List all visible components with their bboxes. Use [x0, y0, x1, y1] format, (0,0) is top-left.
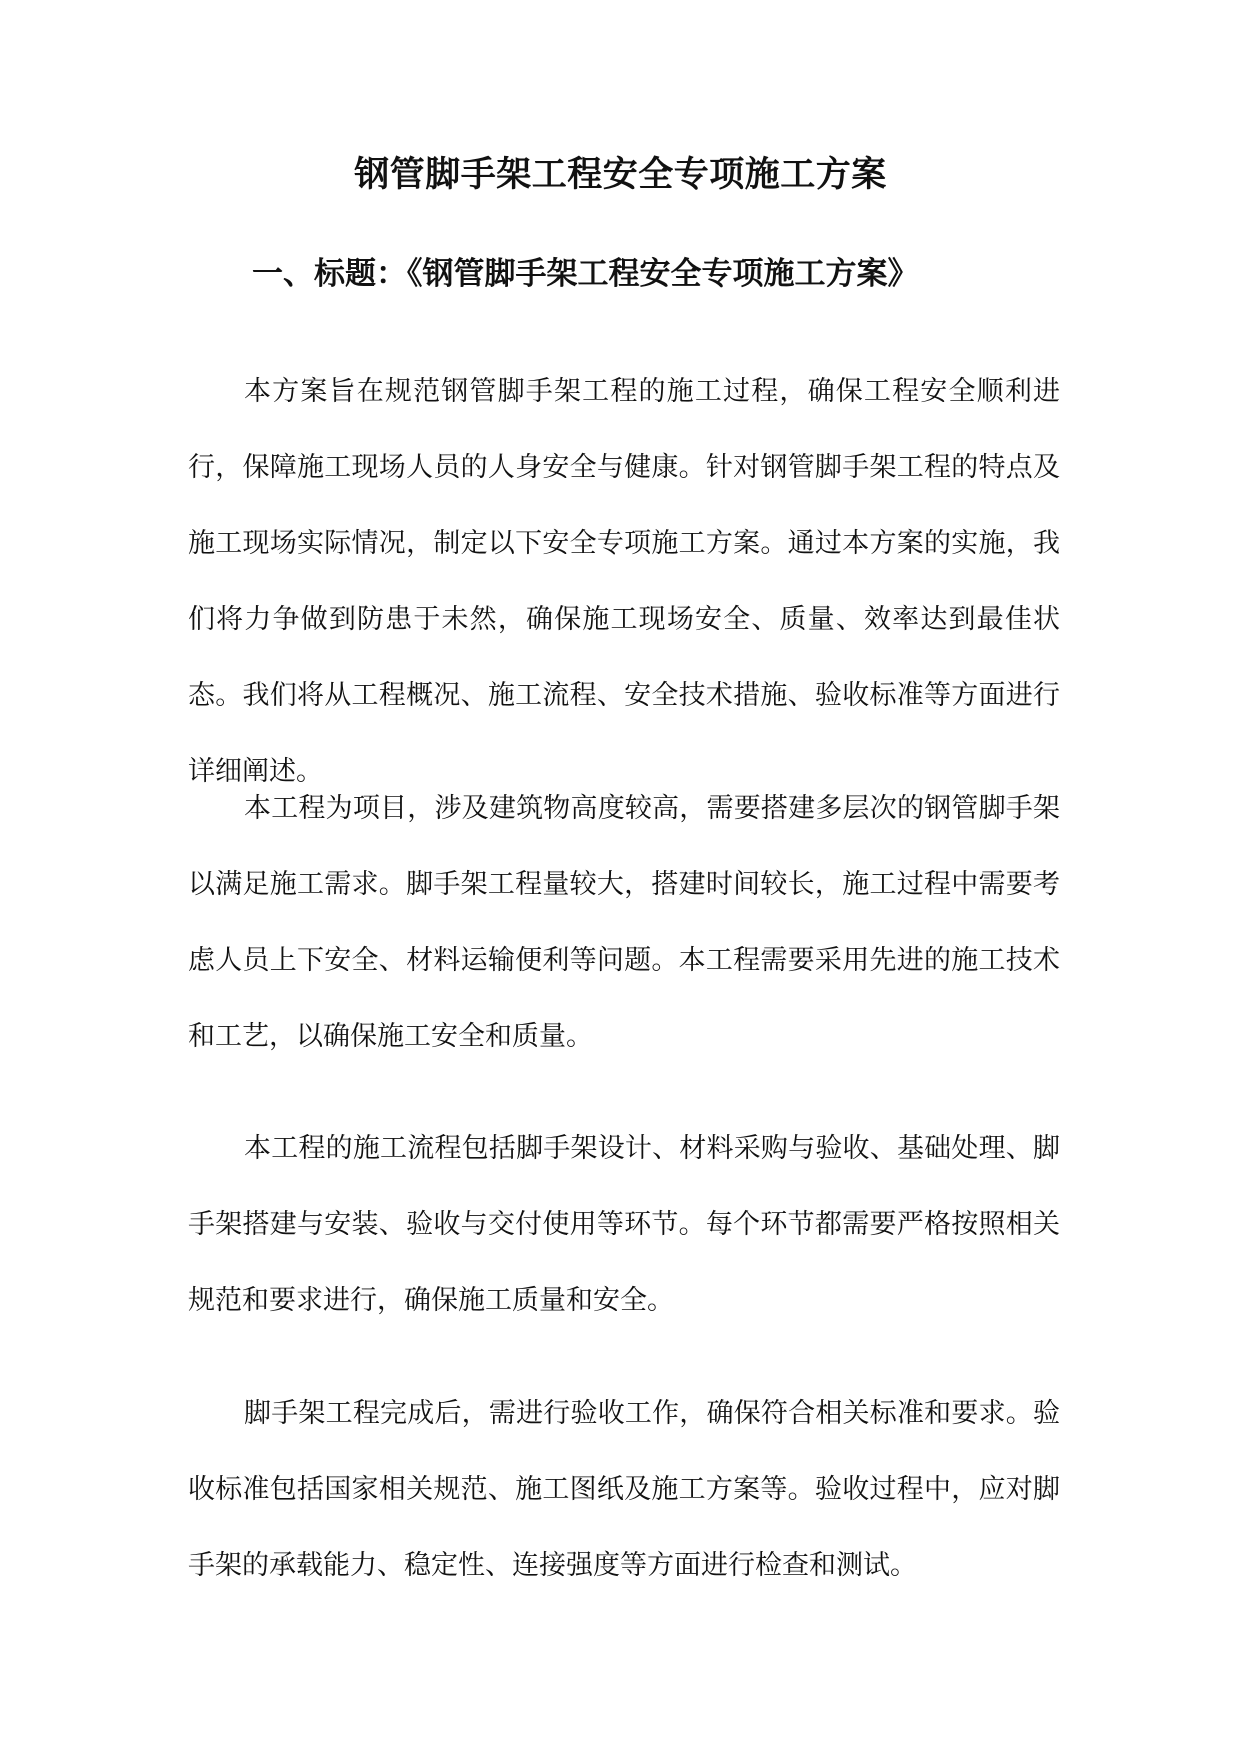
section-heading: 一、标题：《钢管脚手架工程安全专项施工方案》: [252, 256, 919, 292]
paragraph-intro: 本方案旨在规范钢管脚手架工程的施工过程，确保工程安全顺利进行，保障施工现场人员的人身安全与健康。针对钢管脚手架工程的特点及施工现场实际情况，制定以下安全专项施工方案。通过本方案的实施，我们将力争做到防患于未然，确保施工现场安全、质量、效率达到最佳状态。我们将从工程概况、施工流程、安全技术措施、验收标准等方面进行详细阐述。: [188, 376, 1060, 787]
paragraph-acceptance: 脚手架工程完成后，需进行验收工作，确保符合相关标准和要求。验收标准包括国家相关规范、施工图纸及施工方案等。验收过程中，应对脚手架的承载能力、稳定性、连接强度等方面进行检查和测试。: [188, 1398, 1060, 1581]
paragraph-construction-process: 本工程的施工流程包括脚手架设计、材料采购与验收、基础处理、脚手架搭建与安装、验收与交付使用等环节。每个环节都需要严格按照相关规范和要求进行，确保施工质量和安全。: [188, 1133, 1060, 1316]
document-title: 钢管脚手架工程安全专项施工方案: [354, 154, 887, 195]
paragraph-project-overview: 本工程为项目，涉及建筑物高度较高，需要搭建多层次的钢管脚手架以满足施工需求。脚手架工程量较大，搭建时间较长，施工过程中需要考虑人员上下安全、材料运输便利等问题。本工程需要采用先进的施工技术和工艺，以确保施工安全和质量。: [188, 793, 1060, 1052]
